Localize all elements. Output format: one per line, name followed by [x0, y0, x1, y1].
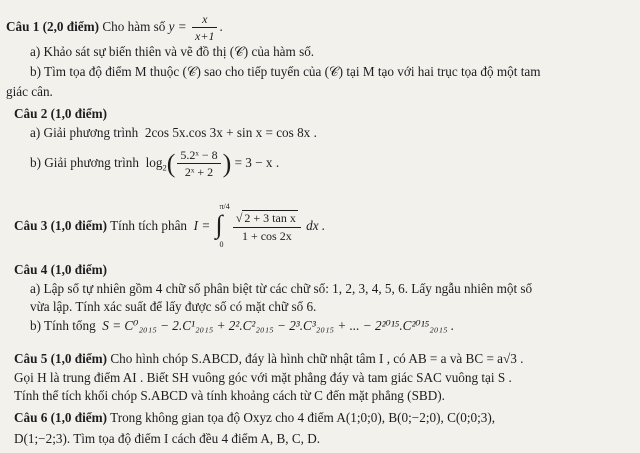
q1-heading: Câu 1 (2,0 điểm) — [6, 18, 100, 34]
q1-function-fraction — [192, 12, 217, 44]
q1-fn-numerator: x — [192, 12, 217, 28]
q1-part-b-line-2: giác cân. — [6, 84, 53, 99]
q2-b-numerator: 5.2ˣ − 8 — [177, 148, 220, 164]
q1-part-a: a) Khảo sát sự biến thiên và vẽ đồ thị (𝒞) của hàm số. — [30, 44, 315, 59]
q5-line-2: Gọi H là trung điểm AI . Biết SH vuông góc với mặt phẳng đáy và tam giác SAC vuông tại S . — [14, 370, 512, 385]
q4-heading: Câu 4 (1,0 điểm) — [14, 262, 108, 277]
integral-sign — [214, 202, 230, 249]
q4-part-a-line-1: a) Lập số tự nhiên gồm 4 chữ số phân biệt từ các chữ số: 1, 2, 3, 4, 5, 6. Lấy ngẫu nhiên một số — [30, 281, 533, 296]
q6-line-1 — [14, 410, 495, 426]
q2-b-log-base: 2 — [162, 162, 167, 173]
q4-part-a-line-2: vừa lập. Tính xác suất để lấy được số có mặt chữ số 6. — [30, 299, 317, 314]
q3-text: Tính tích phân — [110, 218, 188, 234]
q2-b-denominator: 2ˣ + 2 — [184, 165, 214, 180]
q2-part-a — [30, 125, 317, 141]
q4-b-text: b) Tính tổng — [30, 318, 96, 333]
integral-glyph: ∫ — [215, 210, 223, 239]
q5-line-3: Tính thể tích khối chóp S.ABCD và tính khoảng cách từ C đến mặt phẳng (SBD). — [14, 388, 445, 403]
q2-part-b — [30, 148, 279, 180]
q5-heading: Câu 5 (1,0 điểm) — [14, 351, 108, 366]
left-paren: ( — [166, 148, 176, 178]
q4-b-sum: S = C⁰₂₀₁₅ − 2.C¹₂₀₁₅ + 2².C²₂₀₁₅ − 2³.C³₂₀₁₅ + ... − 2²⁰¹⁵.C²⁰¹⁵₂₀₁₅ . — [102, 318, 455, 333]
q2-b-fraction — [177, 148, 220, 180]
q2-b-log: log — [145, 154, 163, 170]
q3-upper-limit: π/4 — [219, 202, 230, 211]
q3-line — [14, 202, 326, 249]
q4-part-b — [30, 318, 454, 334]
q6-line-2: D(1;−2;3). Tìm tọa độ điểm I cách đều 4 điểm A, B, C, D. — [14, 431, 321, 446]
q2-a-text: a) Giải phương trình — [30, 125, 139, 140]
q2-heading: Câu 2 (1,0 điểm) — [14, 106, 108, 121]
q3-dx: dx . — [306, 218, 326, 234]
right-paren: ) — [222, 148, 232, 178]
q3-numerator: √ 2 + 3 tan x — [233, 211, 301, 227]
q3-lower-limit: 0 — [219, 240, 224, 249]
q1-line-1: Câu 1 (2,0 điểm) Cho hàm số y = $\frac{x}{x+1}$ . — [6, 12, 223, 44]
q6-l1: Trong không gian tọa độ Oxyz cho 4 điểm A(1;0;0), B(0;−2;0), C(0;0;3), — [110, 410, 496, 425]
q3-denominator: 1 + cos 2x — [241, 228, 292, 243]
q1-intro: Cho hàm số — [102, 18, 166, 34]
q1-fn-denominator: x+1 — [195, 29, 215, 44]
q3-I: I = — [193, 218, 211, 234]
q3-fraction — [233, 211, 301, 243]
q2-a-equation: 2cos 5x.cos 3x + sin x = cos 8x . — [144, 125, 317, 140]
q2-b-rhs: = 3 − x . — [234, 154, 280, 170]
q6-heading: Câu 6 (1,0 điểm) — [14, 410, 108, 425]
q1-part-b-line-1: b) Tìm tọa độ điểm M thuộc (𝒞) sao cho tiếp tuyến của (𝒞) tại M tạo với hai trục tọa độ một tam — [30, 64, 541, 79]
q3-heading: Câu 3 (1,0 điểm) — [14, 218, 108, 234]
q3-numerator-radicand: 2 + 3 tan x — [244, 211, 296, 226]
q2-b-text: b) Giải phương trình — [30, 154, 139, 170]
q1-fn-y: y = — [168, 18, 187, 34]
q5-line-1 — [14, 351, 523, 367]
q5-l1: Cho hình chóp S.ABCD, đáy là hình chữ nhật tâm I , có AB = a và BC = a√3 . — [110, 351, 524, 366]
